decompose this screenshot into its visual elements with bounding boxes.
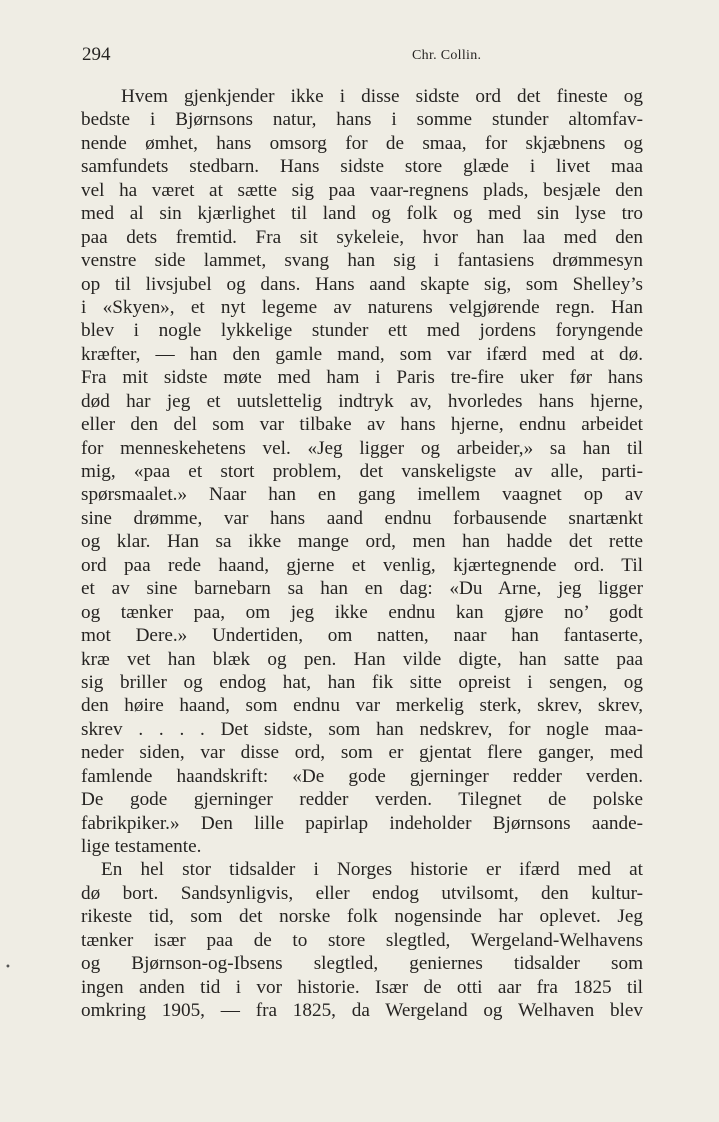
- text-line: neder siden, var disse ord, som er gjentat flere ganger, med: [81, 742, 643, 764]
- text-line: De gode gjerninger redder verden. Tilegnet de polske: [81, 789, 643, 811]
- text-line: ingen anden tid i vor historie. Især de otti aar fra 1825 til: [81, 976, 643, 998]
- text-line: omkring 1905, — fra 1825, da Wergeland og Welhaven blev: [81, 1000, 643, 1022]
- text-line: mig, «paa et stort problem, det vanskeligste av alle, parti-: [81, 461, 643, 482]
- text-line: spørsmaalet.» Naar han en gang imellem vaagnet op av: [81, 484, 643, 506]
- text-line: i «Skyen», et nyt legeme av naturens velgjørende regn. Han: [81, 296, 643, 318]
- text-line: død har jeg et uutslettelig indtryk av, hvorledes hans hjerne,: [81, 390, 643, 412]
- page-header: [82, 44, 642, 70]
- running-head: Chr. Collin.: [412, 48, 482, 63]
- text-line: kræ vet han blæk og pen. Han vilde digte, han satte paa: [81, 648, 643, 670]
- text-line: lige testamente.: [81, 836, 202, 857]
- text-line: og tænker paa, om jeg ikke endnu kan gjøre no’ godt: [81, 601, 643, 623]
- text-line: famlende haandskrift: «De gode gjerninger redder verden.: [81, 765, 643, 787]
- text-line: samfundets stedbarn. Hans sidste store glæde i livet maa: [81, 156, 643, 178]
- text-line: sine drømme, var hans aand endnu forbausende snartænkt: [81, 507, 643, 529]
- body-text: [81, 85, 643, 1023]
- text-line: fabrikpiker.» Den lille papirlap indeholder Bjørnsons aande-: [81, 812, 643, 834]
- text-line: op til livsjubel og dans. Hans aand skapte sig, som Shelley’s: [81, 273, 643, 295]
- text-line: og klar. Han sa ikke mange ord, men han hadde det rette: [81, 531, 643, 553]
- text-line: Fra mit sidste møte med ham i Paris tre-fire uker før hans: [81, 367, 643, 389]
- text-line: tænker især paa de to store slegtled, Wergeland-Welhavens: [81, 929, 643, 951]
- text-line: vel ha været at sætte sig paa vaar-regnens plads, besjæle den: [81, 179, 643, 201]
- text-line: kræfter, — han den gamle mand, som var ifærd med at dø.: [81, 343, 643, 365]
- text-line: venstre side lammet, svang han sig i fantasiens drømmesyn: [81, 250, 643, 272]
- text-line: og Bjørnson-og-Ibsens slegtled, geniernes tidsalder som: [81, 953, 643, 975]
- text-line: Hvem gjenkjender ikke i disse sidste ord det fineste og: [121, 86, 643, 107]
- text-line: bedste i Bjørnsons natur, hans i somme stunder altomfav-: [81, 109, 643, 131]
- text-line: mot Dere.» Undertiden, om natten, naar han fantaserte,: [81, 625, 643, 647]
- text-line: dø bort. Sandsynligvis, eller endog utvilsomt, den kultur-: [81, 882, 643, 904]
- text-line: et av sine barnebarn sa han en dag: «Du Arne, jeg ligger: [81, 578, 643, 600]
- text-line: sig briller og endog hat, han fik sitte opreist i sengen, og: [81, 671, 643, 693]
- text-line: skrev . . . . Det sidste, som han nedskrev, for nogle maa-: [81, 718, 643, 740]
- text-line: ord paa rede haand, gjerne et venlig, kjærtegnende ord. Til: [81, 554, 643, 576]
- text-line: blev i nogle lykkelige stunder ett med jordens foryngende: [81, 320, 643, 342]
- text-line: En hel stor tidsalder i Norges historie er ifærd med at: [101, 859, 643, 881]
- text-line: eller den del som var tilbake av hans hjerne, endnu arbeidet: [81, 414, 643, 436]
- text-line: med al sin kjærlighet til land og folk og med sin lyse tro: [81, 203, 643, 225]
- text-line: paa dets fremtid. Fra sit sykeleie, hvor han laa med den: [81, 226, 643, 248]
- text-line: for menneskehetens vel. «Jeg ligger og arbeider,» sa han til: [81, 437, 643, 459]
- text-line: den høire haand, som endnu var merkelig sterk, skrev, skrev,: [81, 695, 643, 717]
- margin-mark: •: [5, 962, 11, 973]
- text-line: nende ømhet, hans omsorg for de smaa, for skjæbnens og: [81, 132, 643, 154]
- page-number: 294: [82, 44, 111, 65]
- text-line: rikeste tid, som det norske folk nogensinde har oplevet. Jeg: [81, 906, 643, 928]
